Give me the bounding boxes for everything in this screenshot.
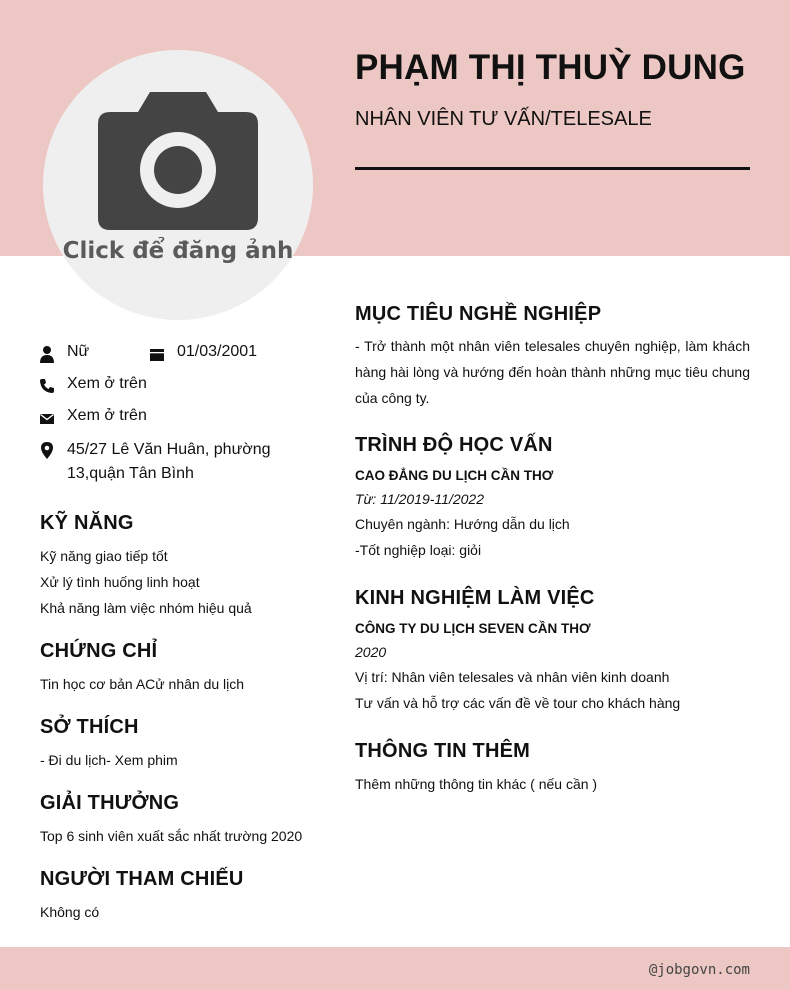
extra-info-heading: THÔNG TIN THÊM bbox=[355, 740, 531, 762]
calendar-icon bbox=[148, 345, 166, 363]
hobbies-heading: SỞ THÍCH bbox=[40, 716, 139, 738]
awards-heading: GIẢI THƯỞNG bbox=[40, 792, 180, 814]
education-major: Chuyên ngành: Hướng dẫn du lịch bbox=[355, 516, 570, 532]
email-icon bbox=[38, 409, 56, 427]
hobby-item: - Đi du lịch- Xem phim bbox=[40, 752, 178, 768]
education-grade: -Tốt nghiệp loại: giỏi bbox=[355, 542, 482, 558]
skill-item: Khả năng làm việc nhóm hiệu quả bbox=[40, 600, 252, 616]
photo-upload-label: Click để đăng ảnh bbox=[62, 238, 294, 264]
objective-text: - Trở thành một nhân viên telesales chuyên nghiệp, làm khách hàng hài lòng và hướng đến hoàn thành những mục tiêu chung của công ty. bbox=[355, 338, 750, 406]
gender-value: Nữ bbox=[67, 343, 90, 360]
objective-heading: MỤC TIÊU NGHỀ NGHIỆP bbox=[355, 303, 602, 325]
address bbox=[67, 438, 297, 486]
phone-value: Xem ở trên bbox=[67, 375, 147, 392]
reference-item: Không có bbox=[40, 904, 100, 920]
certificate-item: Tin học cơ bản ACử nhân du lịch bbox=[40, 676, 245, 692]
location-icon bbox=[38, 441, 56, 459]
address-line-1: 45/27 Lê Văn Huân, phường bbox=[67, 441, 271, 458]
education-period: Từ: 11/2019-11/2022 bbox=[355, 491, 485, 507]
experience-role: Vị trí: Nhân viên telesales và nhân viên kinh doanh bbox=[355, 669, 670, 685]
skill-item: Xử lý tình huống linh hoạt bbox=[40, 574, 200, 590]
phone-icon bbox=[38, 377, 56, 395]
header-divider bbox=[355, 167, 750, 170]
footer-brand: @jobgovn.com bbox=[648, 962, 750, 978]
experience-duty: Tư vấn và hỗ trợ các vấn đề về tour cho khách hàng bbox=[355, 695, 681, 711]
email-value: Xem ở trên bbox=[67, 407, 147, 424]
education-heading: TRÌNH ĐỘ HỌC VẤN bbox=[355, 434, 553, 456]
references-heading: NGƯỜI THAM CHIẾU bbox=[40, 868, 244, 890]
skills-heading: KỸ NĂNG bbox=[40, 512, 134, 534]
experience-company: CÔNG TY DU LỊCH SEVEN CẦN THƠ bbox=[355, 621, 591, 636]
full-name: PHẠM THỊ THUỲ DUNG bbox=[355, 48, 746, 87]
birthdate-value: 01/03/2001 bbox=[177, 343, 258, 360]
experience-year: 2020 bbox=[355, 644, 387, 660]
award-item: Top 6 sinh viên xuất sắc nhất trường 2020 bbox=[40, 828, 303, 844]
photo-upload[interactable] bbox=[43, 50, 313, 320]
extra-info-text: Thêm những thông tin khác ( nếu cần ) bbox=[355, 776, 598, 792]
education-school: CAO ĐẲNG DU LỊCH CẦN THƠ bbox=[355, 468, 554, 483]
address-line-2: 13,quận Tân Bình bbox=[67, 465, 194, 482]
camera-icon bbox=[98, 90, 258, 230]
job-position: NHÂN VIÊN TƯ VẤN/TELESALE bbox=[355, 108, 652, 130]
person-icon bbox=[38, 345, 56, 363]
certificates-heading: CHỨNG CHỈ bbox=[40, 640, 158, 662]
experience-heading: KINH NGHIỆM LÀM VIỆC bbox=[355, 587, 595, 609]
skill-item: Kỹ năng giao tiếp tốt bbox=[40, 548, 168, 564]
